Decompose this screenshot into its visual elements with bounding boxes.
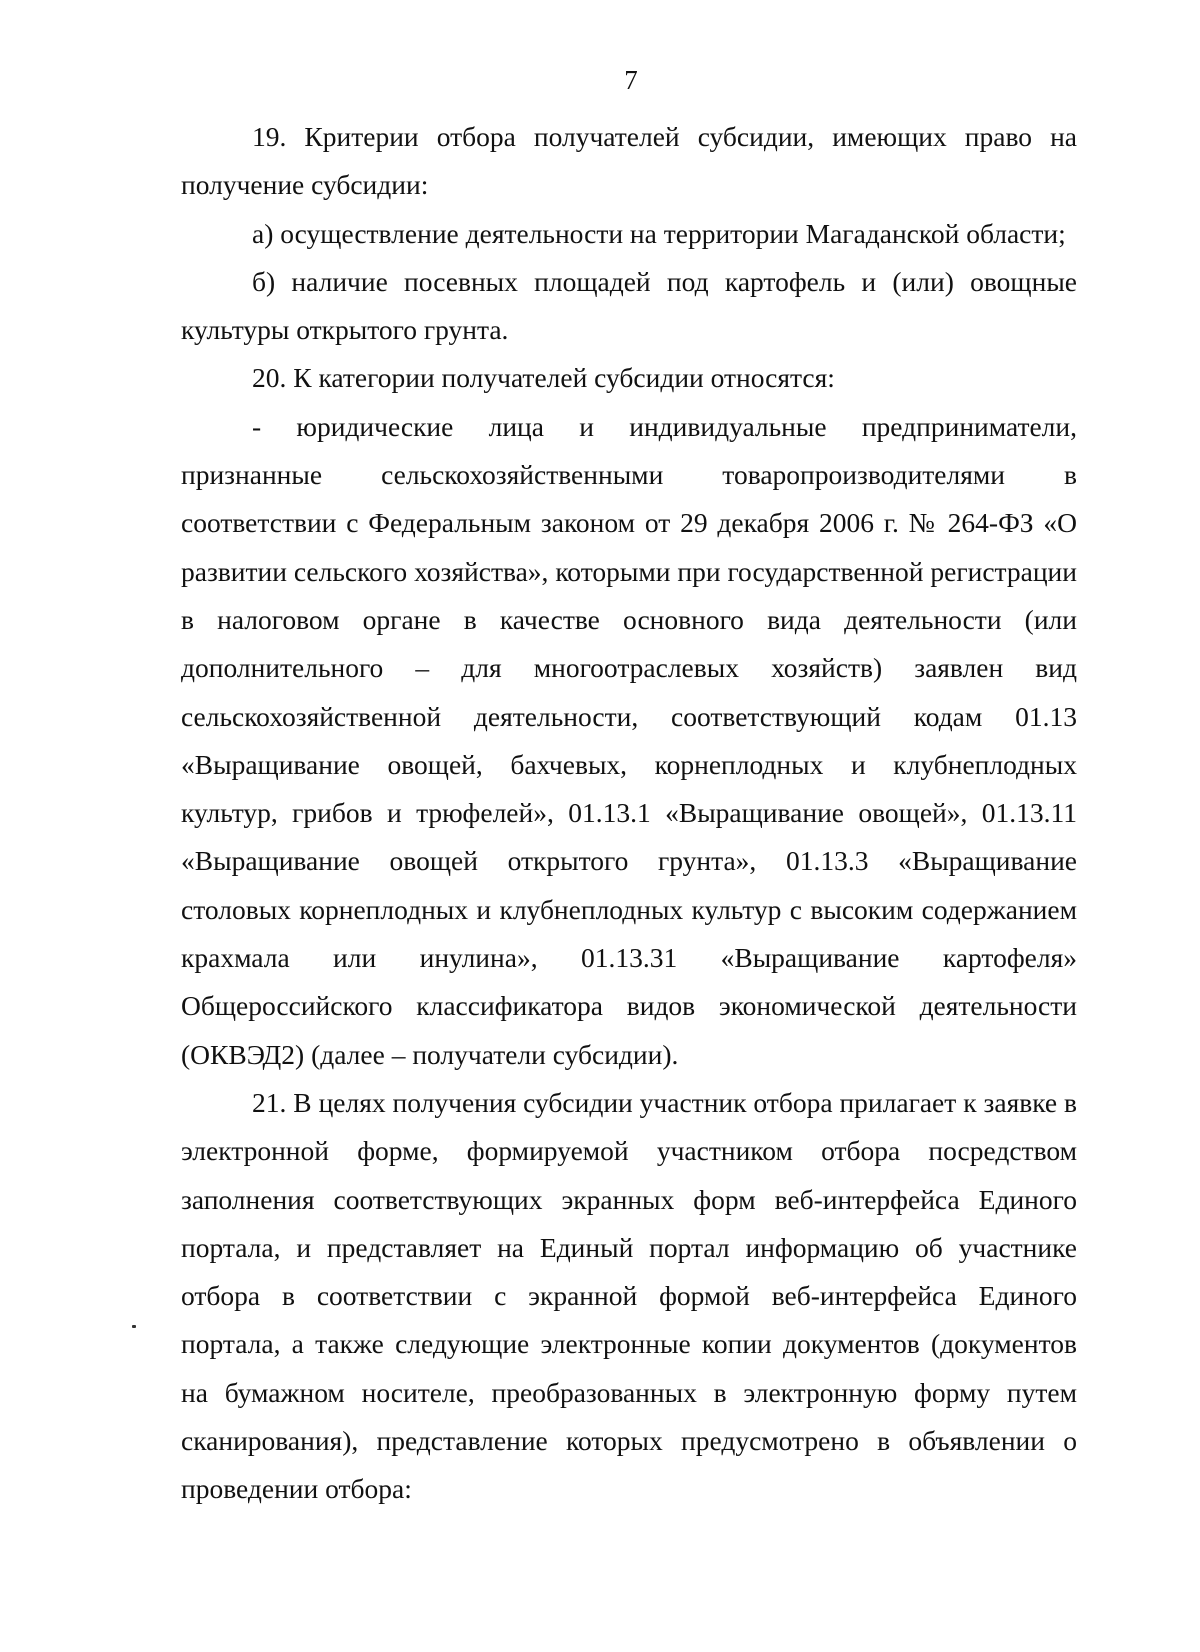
paragraph-21: 21. В целях получения субсидии участник отбора прилагает к заявке в электронной форме, формируемой участником отбора посредством заполнения соответствующих экранных форм веб-интерфейса Единого портала, и представляет на Единый портал информацию об участнике отбора в соответствии с экранной формой веб-интерфейса Единого портала, а также следующие электронные копии документов (документов на бумажном носителе, преобразованных в электронную форму путем сканирования), представление которых предусмотрено в объявлении о проведении отбора: — [181, 1086, 1077, 1505]
document-body — [181, 113, 1077, 1514]
paragraph-19: 19. Критерии отбора получателей субсидии, имеющих право на получение субсидии: — [181, 121, 1077, 201]
paragraph-19-a: а) осуществление деятельности на территории Магаданской области; — [252, 217, 1066, 249]
scan-speck — [132, 1325, 136, 1328]
paragraph-20-item: - юридические лица и индивидуальные предприниматели, признанные сельскохозяйственными товаропроизводителями в соответствии с Федеральным законом от 29 декабря 2006 г. № 264-ФЗ «О развитии сельского хозяйства», которыми при государственной регистрации в налоговом органе в качестве основного вида деятельности (или дополнительного – для многоотраслевых хозяйств) заявлен вид сельскохозяйственной деятельности, соответствующий кодам 01.13 «Выращивание овощей, бахчевых, корнеплодных и клубнеплодных культур, грибов и трюфелей», 01.13.1 «Выращивание овощей», 01.13.11 «Выращивание овощей открытого грунта», 01.13.3 «Выращивание столовых корнеплодных и клубнеплодных культур с высоким содержанием крахмала или инулина», 01.13.31 «Выращивание картофеля» Общероссийского классификатора видов экономической деятельности (ОКВЭД2) (далее – получатели субсидии). — [181, 410, 1077, 1070]
page-number: 7 — [624, 65, 638, 95]
paragraph-20: 20. К категории получателей субсидии относятся: — [252, 362, 835, 394]
paragraph-19-b: б) наличие посевных площадей под картофель и (или) овощные культуры открытого грунта. — [181, 265, 1077, 346]
